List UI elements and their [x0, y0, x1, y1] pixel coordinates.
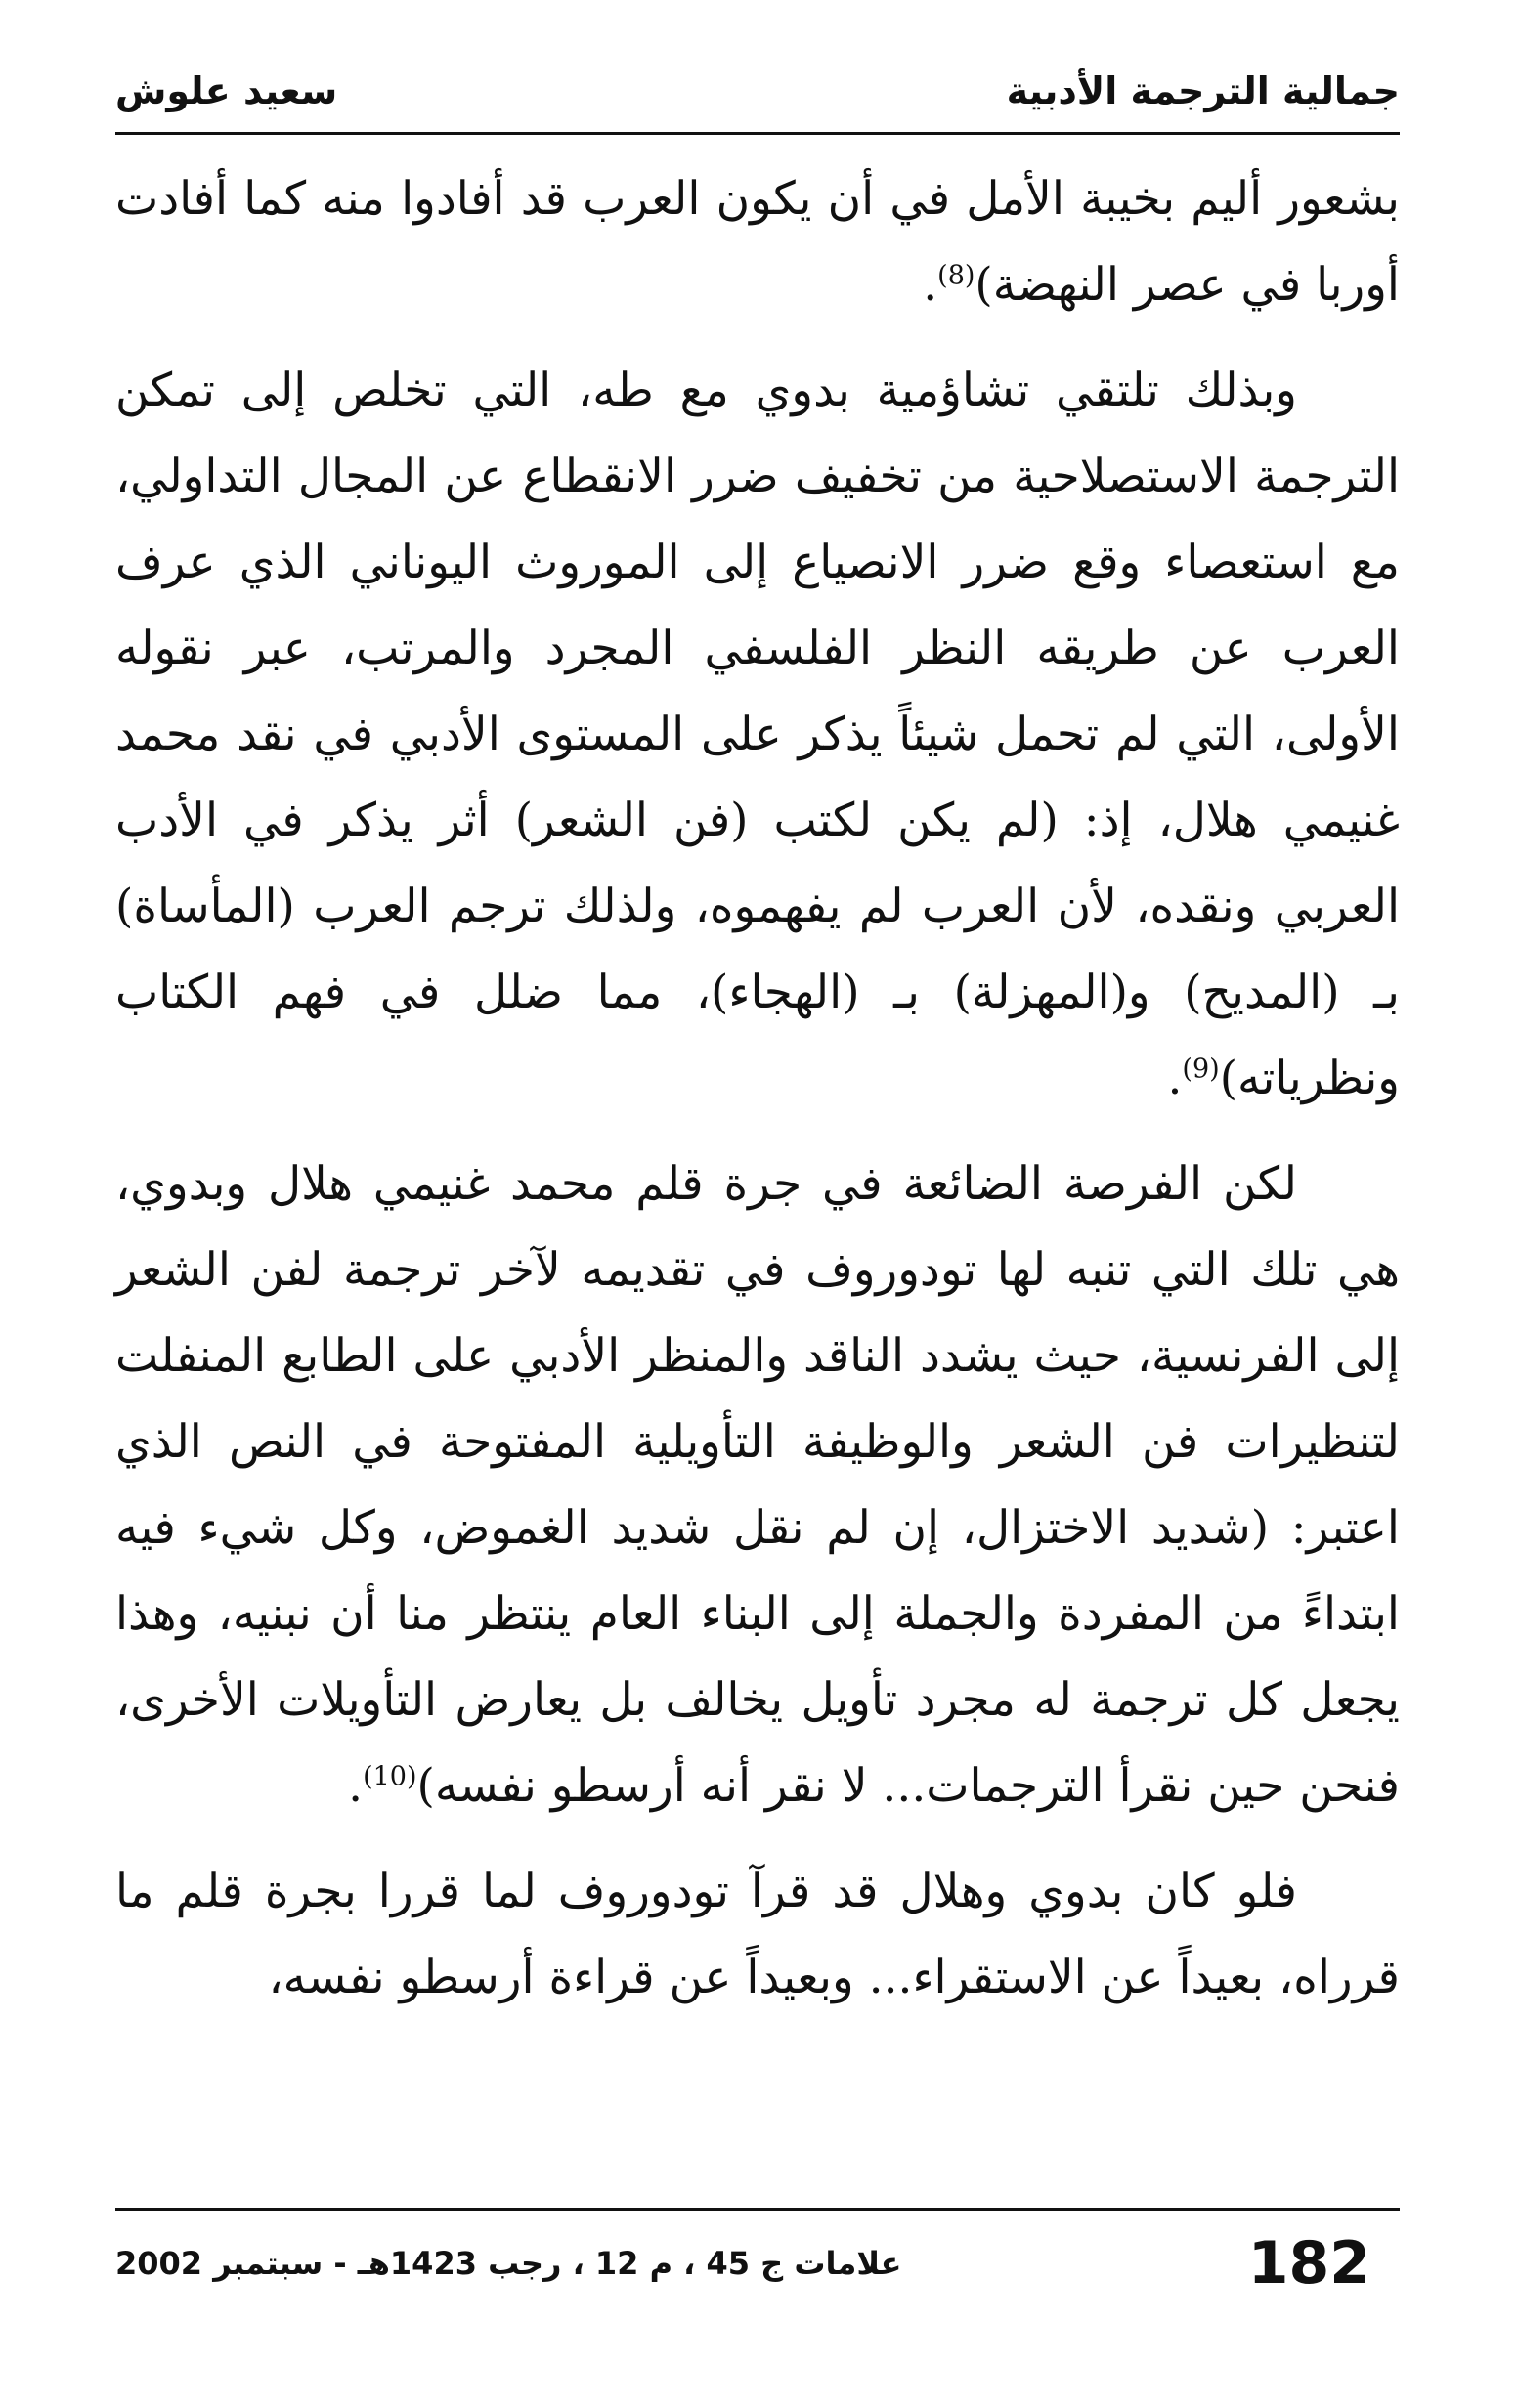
paragraph-text: لكن الفرصة الضائعة في جرة قلم محمد غنيمي هلال وبدوي، هي تلك التي تنبه لها تودوروف في تقديمه لآخر ترجمة لفن الشعر إلى الفرنسية، حيث يشدد الناقد والمنظر الأدبي على الطابع المنفلت لتنظيرات فن الشعر والوظيفة التأويلية المفتوحة في النص الذي اعتبر: (شديد الاختزال، إن لم نقل شديد الغموض، وكل شيء فيه ابتداءً من المفردة والجملة إلى البناء العام ينتظر منا أن نبنيه، وهذا يجعل كل ترجمة له مجرد تأويل يخالف بل يعارض التأويلات الأخرى، فنحن حين نقرأ الترجمات... لا نقر أنه أرسطو نفسه): [115, 1157, 1400, 1813]
header-rule: [115, 132, 1400, 135]
paragraph: [115, 1849, 1400, 2021]
footer-rule: [115, 2208, 1400, 2211]
footnote-ref: (9): [1182, 1054, 1220, 1085]
paragraph: [115, 156, 1400, 328]
footnote-ref: (10): [363, 1761, 417, 1792]
paragraph: [115, 348, 1400, 1122]
paragraph-text: وبذلك تلتقي تشاؤمية بدوي مع طه، التي تخلص إلى تمكن الترجمة الاستصلاحية من تخفيف ضرر الانقطاع عن المجال التداولي، مع استعصاء وقع ضرر الانصياع إلى الموروث اليوناني الذي عرف العرب عن طريقه النظر الفلسفي المجرد والمرتب، عبر نقوله الأولى، التي لم تحمل شيئاً يذكر على المستوى الأدبي في نقد محمد غنيمي هلال، إذ: (لم يكن لكتب (فن الشعر) أثر يذكر في الأدب العربي ونقده، لأن العرب لم يفهموه، ولذلك ترجم العرب (المأساة) بـ (المديح) و(المهزلة) بـ (الهجاء)، مما ضلل في فهم الكتاب ونظرياته): [115, 364, 1400, 1105]
running-footer: [115, 2216, 1400, 2309]
header-title: جمالية الترجمة الأدبية: [1006, 69, 1400, 112]
journal-info: علامات ج 45 ، م 12 ، رجب 1423هـ - سبتمبر 2002: [115, 2244, 902, 2282]
header-author: سعيد علوش: [115, 69, 338, 112]
paragraph-end: .: [923, 258, 938, 312]
paragraph: [115, 1141, 1400, 1829]
paragraph-end: .: [1167, 1052, 1183, 1105]
paragraph-end: .: [348, 1759, 364, 1813]
footnote-ref: (8): [937, 260, 975, 291]
paragraph-text: بشعور أليم بخيبة الأمل في أن يكون العرب قد أفادوا منه كما أفادت أوربا في عصر النهضة): [115, 172, 1400, 312]
page-number: 182: [1247, 2228, 1370, 2298]
paragraph-text: فلو كان بدوي وهلال قد قرآ تودوروف لما قررا بجرة قلم ما قرراه، بعيداً عن الاستقراء... وبعيداً عن قراءة أرسطو نفسه،: [115, 1865, 1400, 2004]
body-text: [115, 156, 1400, 2041]
running-header: [115, 57, 1400, 125]
